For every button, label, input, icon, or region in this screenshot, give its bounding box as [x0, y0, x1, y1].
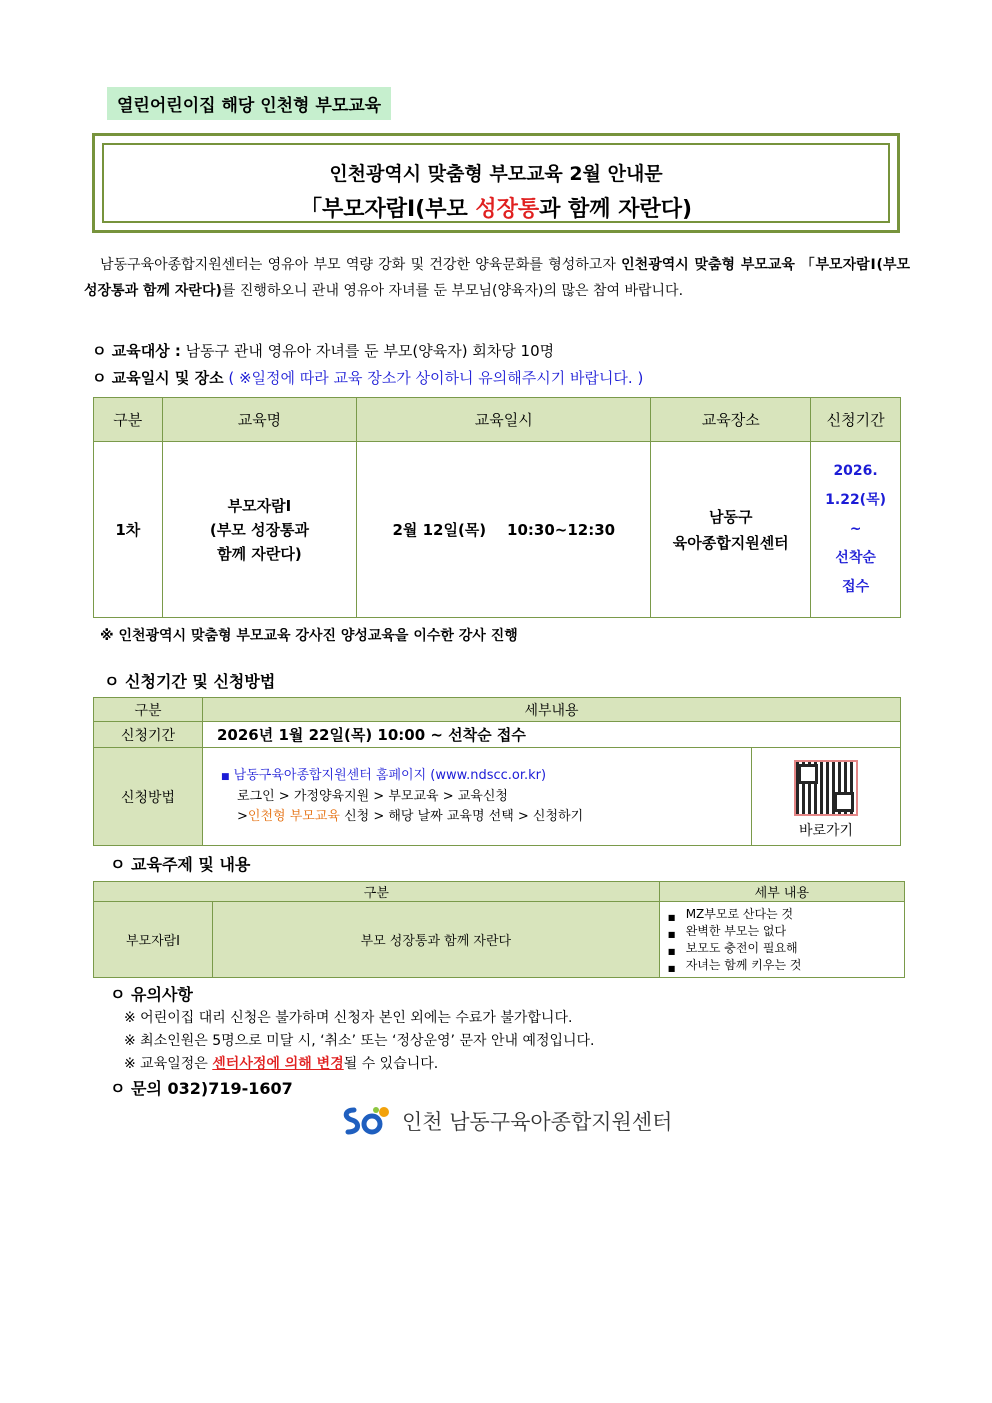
th-datetime: 교육일시: [357, 398, 651, 442]
th-period: 신청기간: [811, 398, 901, 442]
bullet-icon: ■: [221, 772, 230, 782]
apply-table: [93, 697, 901, 846]
cell-round: 1차: [94, 442, 163, 618]
apply-heading: ㅇ 신청기간 및 신청방법: [104, 672, 276, 691]
intro-paragraph: 남동구육아종합지원센터는 영유아 부모 역량 강화 및 건강한 양육문화를 형성하고자 인천광역시 맞춤형 부모교육 「부모자람Ⅰ(부모 성장통과 함께 자란다)를 진행하오니 관내 영유아 자녀를 둔 부모님(양육자)의 많은 참여 바랍니다.: [84, 257, 910, 299]
cell-datetime: 2월 12일(목) 10:30~12:30: [357, 442, 651, 618]
apply-period-label: 신청기간: [94, 722, 203, 748]
caution-heading: ㅇ 유의사항: [110, 985, 193, 1004]
list-item: ■ 완벽한 부모는 없다: [680, 923, 904, 940]
center-logo-icon: [340, 1104, 396, 1136]
title-line1: 인천광역시 맞춤형 부모교육 2월 안내문: [329, 163, 663, 185]
th-name: 교육명: [162, 398, 357, 442]
caution-list: ※ 어린이집 대리 신청은 불가하며 신청자 본인 외에는 수료가 불가합니다. ※ 최소인원은 5명으로 미달 시, ‘취소’ 또는 ‘정상운영’ 문자 안내 예정입니다. ※ 교육일정은 센터사정에 의해 변경될 수 있습니다.: [124, 1010, 595, 1072]
qr-code-icon[interactable]: [794, 760, 858, 816]
title-line2: 「부모자람Ⅰ(부모 성장통과 함께 자란다): [299, 197, 693, 222]
qr-cell[interactable]: [752, 748, 901, 846]
qr-shortcut-label[interactable]: 바로가기: [798, 822, 854, 839]
apply-method-detail: ■ 남동구육아종합지원센터 홈페이지 (www.ndscc.or.kr) 로그인 > 가정양육지원 > 부모교육 > 교육신청 >인천형 부모교육 신청 > 해당 날짜 교육명 선택 > 신청하기: [203, 748, 752, 846]
schedule-table: [93, 397, 901, 618]
schedule-heading: ㅇ 교육일시 및 장소 ( ※일정에 따라 교육 장소가 상이하니 유의해주시기 바랍니다. ): [92, 369, 644, 387]
list-item: ■ 보모도 충전이 필요해: [680, 940, 904, 957]
th-place: 교육장소: [651, 398, 811, 442]
topic-heading: ㅇ 교육주제 및 내용: [110, 855, 251, 874]
cell-name: 부모자람Ⅰ (부모 성장통과 함께 자란다): [162, 442, 357, 618]
topic-table: [93, 881, 905, 978]
cell-place: 남동구 육아종합지원센터: [651, 442, 811, 618]
homepage-link[interactable]: 남동구육아종합지원센터 홈페이지 (www.ndscc.or.kr): [233, 768, 547, 783]
center-logo-text: 인천 남동구육아종합지원센터: [402, 1110, 673, 1134]
cell-period: 2026. 1.22(목) ~ 선착순 접수: [811, 442, 901, 618]
title-box: [92, 133, 900, 233]
topic-name: 부모자람Ⅰ: [94, 902, 213, 978]
program-tag: 열린어린이집 해당 인천형 부모교육: [107, 87, 391, 120]
th-topic-category: 구분: [94, 882, 660, 902]
th-apply-category: 구분: [94, 698, 203, 722]
apply-method-label: 신청방법: [94, 748, 203, 846]
topic-items: [659, 902, 904, 978]
apply-period-value: 2026년 1월 22일(목) 10:00 ~ 선착순 접수: [203, 722, 901, 748]
th-topic-detail: 세부 내용: [659, 882, 904, 902]
topic-subtitle: 부모 성장통과 함께 자란다: [213, 902, 660, 978]
list-item: ■ MZ부모로 산다는 것: [680, 906, 904, 923]
th-apply-detail: 세부내용: [203, 698, 901, 722]
contact-line: ㅇ 문의 032)719-1607: [110, 1079, 293, 1098]
th-category: 구분: [94, 398, 163, 442]
instructor-note: ※ 인천광역시 맞춤형 부모교육 강사진 양성교육을 이수한 강사 진행: [100, 628, 518, 644]
target-line: ㅇ 교육대상 : 남동구 관내 영유아 자녀를 둔 부모(양육자) 회차당 10명: [92, 342, 555, 360]
list-item: ■ 자녀는 함께 키우는 것: [680, 957, 904, 974]
